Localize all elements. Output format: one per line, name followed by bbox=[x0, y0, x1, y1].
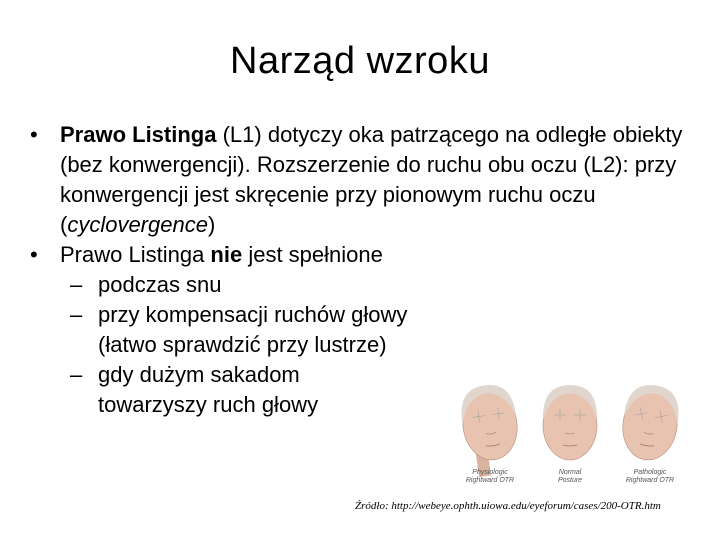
sub-item-saccades bbox=[70, 360, 348, 420]
exceptions-text-start: Prawo Listinga bbox=[60, 242, 211, 267]
slide-body bbox=[30, 120, 690, 420]
sub-item-text: przy kompensacji ruchów głowy (łatwo sprawdzić przy lustrze) bbox=[98, 302, 408, 357]
source-citation: Źródło: http://webeye.ophth.uiowa.edu/eyeforum/cases/200-OTR.htm bbox=[355, 500, 661, 512]
listing-law-text: (L1) dotyczy oka patrzącego na odległe obiekty (bez konwergencji). Rozszerzenie do ruchu obu oczu (L2): przy konwergencji jest skręcenie przy pionowym ruchu oczu ( bbox=[60, 122, 683, 237]
sub-item-text: podczas snu bbox=[98, 272, 222, 297]
cyclovergence-term: cyclovergence bbox=[67, 212, 208, 237]
bullet-marker: • bbox=[30, 242, 38, 267]
dash-marker: – bbox=[70, 272, 83, 297]
bullet-listing-law bbox=[30, 120, 690, 240]
caption-pathologic-line1: Pathologic bbox=[633, 469, 667, 476]
caption-normal-line2: Posture bbox=[557, 477, 583, 484]
face-physiologic bbox=[458, 382, 524, 479]
exceptions-text-end: jest spełnione bbox=[242, 242, 383, 267]
sub-item-text: gdy dużym sakadom towarzyszy ruch głowy bbox=[98, 362, 319, 417]
caption-physiologic-line1: Physiologic bbox=[472, 469, 508, 476]
caption-physiologic-line2: Rightward OTR bbox=[465, 477, 515, 484]
exceptions-negation: nie bbox=[210, 242, 243, 267]
listing-law-close: ) bbox=[207, 212, 216, 237]
bullet-marker: • bbox=[30, 122, 38, 147]
listing-law-term: Prawo Listinga bbox=[60, 122, 217, 147]
slide-title: Narząd wzroku bbox=[230, 40, 490, 82]
dash-marker: – bbox=[70, 362, 83, 387]
ocular-torsion-figure bbox=[450, 380, 690, 490]
dash-marker: – bbox=[70, 302, 83, 327]
face-normal bbox=[543, 385, 597, 460]
sub-item-head-compensation bbox=[70, 300, 408, 360]
caption-pathologic-line2: Rightward OTR bbox=[625, 477, 675, 484]
caption-normal-line1: Normal bbox=[558, 469, 582, 476]
bullet-listing-exceptions bbox=[30, 240, 690, 270]
sub-item-sleep bbox=[70, 270, 690, 300]
face-pathologic bbox=[618, 382, 682, 464]
